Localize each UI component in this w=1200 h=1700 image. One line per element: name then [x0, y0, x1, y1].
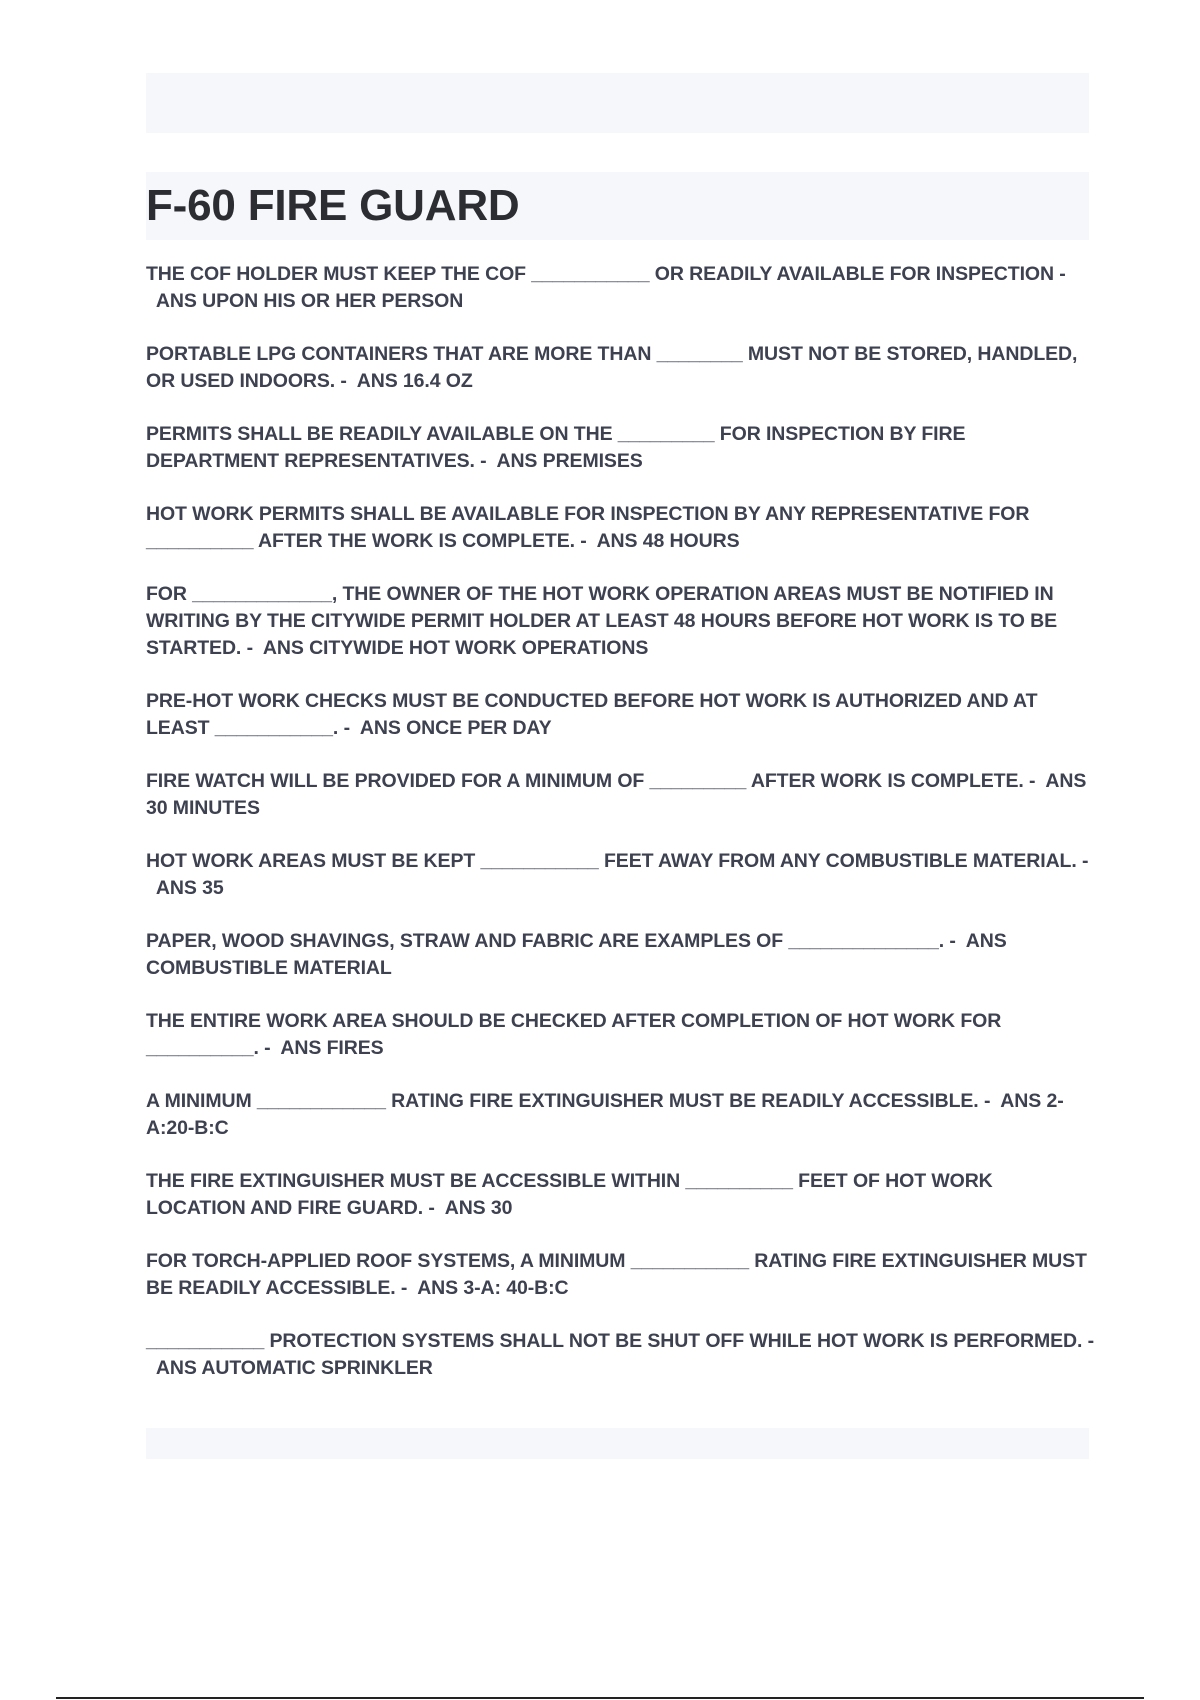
answer-text: ANS 48 HOURS	[596, 530, 740, 552]
question-text: PORTABLE LPG CONTAINERS THAT ARE MORE THAN ________ MUST NOT BE STORED, HANDLED, OR USED INDOORS. -	[146, 343, 1078, 392]
question-item	[146, 341, 1096, 395]
question-item	[146, 688, 1096, 742]
question-text: THE FIRE EXTINGUISHER MUST BE ACCESSIBLE WITHIN __________ FEET OF HOT WORK LOCATION AND FIRE GUARD. -	[146, 1170, 993, 1219]
question-text: PERMITS SHALL BE READILY AVAILABLE ON THE _________ FOR INSPECTION BY FIRE DEPARTMENT REPRESENTATIVES. -	[146, 423, 966, 472]
footer-band	[146, 1428, 1089, 1459]
question-text: ___________ PROTECTION SYSTEMS SHALL NOT BE SHUT OFF WHILE HOT WORK IS PERFORMED. -	[146, 1330, 1095, 1352]
question-item	[146, 501, 1096, 555]
question-item	[146, 1008, 1096, 1062]
answer-text: ANS 30	[444, 1197, 513, 1219]
header-band	[146, 73, 1089, 133]
answer-text: ANS 16.4 OZ	[356, 370, 473, 392]
answer-text: ANS UPON HIS OR HER PERSON	[155, 290, 464, 312]
question-list	[146, 261, 1096, 1408]
question-text: FOR TORCH-APPLIED ROOF SYSTEMS, A MINIMUM ___________ RATING FIRE EXTINGUISHER MUST BE READILY ACCESSIBLE. -	[146, 1250, 1087, 1299]
question-text: THE COF HOLDER MUST KEEP THE COF ___________ OR READILY AVAILABLE FOR INSPECTION -	[146, 263, 1066, 285]
question-item	[146, 768, 1096, 822]
answer-text: ANS FIRES	[280, 1037, 384, 1059]
question-text: HOT WORK AREAS MUST BE KEPT ___________ FEET AWAY FROM ANY COMBUSTIBLE MATERIAL. -	[146, 850, 1089, 872]
question-item	[146, 848, 1096, 902]
answer-text: ANS 3-A: 40-B:C	[417, 1277, 569, 1299]
question-item	[146, 1328, 1096, 1382]
question-text: THE ENTIRE WORK AREA SHOULD BE CHECKED AFTER COMPLETION OF HOT WORK FOR __________. -	[146, 1010, 1002, 1059]
question-item	[146, 1088, 1096, 1142]
answer-text: ANS CITYWIDE HOT WORK OPERATIONS	[262, 637, 649, 659]
question-text: FIRE WATCH WILL BE PROVIDED FOR A MINIMUM OF _________ AFTER WORK IS COMPLETE. -	[146, 770, 1036, 792]
question-text: HOT WORK PERMITS SHALL BE AVAILABLE FOR INSPECTION BY ANY REPRESENTATIVE FOR __________ AFTER THE WORK IS COMPLETE. -	[146, 503, 1030, 552]
answer-text: ANS PREMISES	[496, 450, 643, 472]
question-text: PRE-HOT WORK CHECKS MUST BE CONDUCTED BEFORE HOT WORK IS AUTHORIZED AND AT LEAST ___________. -	[146, 690, 1038, 739]
question-text: PAPER, WOOD SHAVINGS, STRAW AND FABRIC ARE EXAMPLES OF ______________. -	[146, 930, 956, 952]
answer-text: ANS 35	[155, 877, 224, 899]
answer-text: ANS AUTOMATIC SPRINKLER	[155, 1357, 433, 1379]
answer-text: ANS 30 MINUTES	[146, 770, 1087, 819]
question-item	[146, 928, 1096, 982]
document-title: F-60 FIRE GUARD	[146, 181, 520, 230]
question-item	[146, 1168, 1096, 1222]
answer-text: ANS ONCE PER DAY	[359, 717, 552, 739]
answer-text: ANS 2-A:20-B:C	[146, 1090, 1064, 1139]
question-item	[146, 421, 1096, 475]
answer-text: ANS COMBUSTIBLE MATERIAL	[146, 930, 1007, 979]
question-item	[146, 261, 1096, 315]
question-item	[146, 581, 1096, 662]
question-item	[146, 1248, 1096, 1302]
page-bottom-rule	[56, 1697, 1144, 1699]
question-text: FOR _____________, THE OWNER OF THE HOT WORK OPERATION AREAS MUST BE NOTIFIED IN WRITING BY THE CITYWIDE PERMIT HOLDER AT LEAST 48 HOURS BEFORE HOT WORK IS TO BE STARTED. -	[146, 583, 1058, 659]
question-text: A MINIMUM ____________ RATING FIRE EXTINGUISHER MUST BE READILY ACCESSIBLE. -	[146, 1090, 991, 1112]
